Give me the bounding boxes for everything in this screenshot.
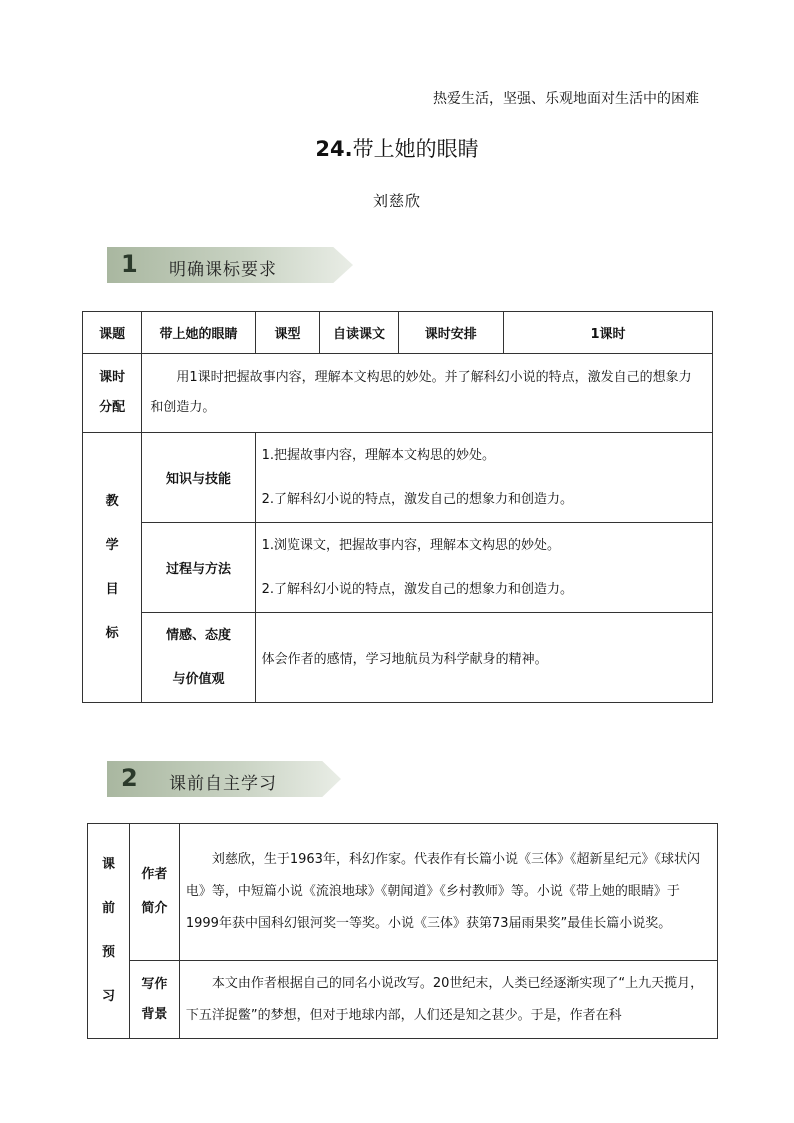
list-item: 1.浏览课文，把握故事内容，理解本文构思的妙处。 xyxy=(261,537,560,553)
table-row xyxy=(88,824,718,961)
author-intro-label xyxy=(129,824,179,961)
goal-attitude-label-line2: 与价值观 xyxy=(172,671,225,687)
background-label xyxy=(129,961,179,1039)
lesson-number: 24. xyxy=(315,137,353,161)
background-label-line2: 背景 xyxy=(141,1006,168,1022)
course-value: 带上她的眼睛 xyxy=(142,312,255,354)
preview-label-char: 习 xyxy=(101,989,115,1004)
goal-attitude-label xyxy=(142,613,255,703)
table-row xyxy=(83,354,713,433)
goals-label-char: 标 xyxy=(105,625,119,641)
author-intro-label-line2: 简介 xyxy=(141,901,168,916)
preview-table xyxy=(87,823,718,1039)
goals-label-char: 目 xyxy=(105,581,119,597)
author-name: 刘慈欣 xyxy=(372,192,421,210)
section1-heading: 明确课标要求 xyxy=(169,260,277,280)
hours-label-line1: 课时 xyxy=(99,370,126,385)
hours-label xyxy=(83,354,142,433)
table-row xyxy=(83,312,713,354)
goal-process-items xyxy=(255,523,712,613)
table-row xyxy=(88,961,718,1039)
course-label: 课题 xyxy=(83,312,142,354)
lesson-title-text: 带上她的眼睛 xyxy=(352,137,479,161)
list-item: 2.了解科幻小说的特点，激发自己的想象力和创造力。 xyxy=(261,581,573,597)
preview-label-char: 课 xyxy=(101,857,115,872)
goal-attitude-text: 体会作者的感情，学习地航员为科学献身的精神。 xyxy=(255,613,712,703)
hours-text: 用1课时把握故事内容，理解本文构思的妙处。并了解科幻小说的特点，激发自己的想象力和创造力。 xyxy=(142,354,713,433)
list-item: 1.把握故事内容，理解本文构思的妙处。 xyxy=(261,447,495,463)
preview-label-char: 预 xyxy=(101,945,115,960)
goals-label-char: 教 xyxy=(105,493,119,509)
author-intro-label-line1: 作者 xyxy=(141,867,168,882)
header-note: 热爱生活，坚强、乐观地面对生活中的困难 xyxy=(433,91,699,107)
schedule-label: 课时安排 xyxy=(398,312,504,354)
standards-table xyxy=(82,311,713,703)
table-row xyxy=(83,433,713,523)
table-row xyxy=(83,613,713,703)
section2-heading: 课前自主学习 xyxy=(169,774,277,794)
goal-knowledge-label: 知识与技能 xyxy=(142,433,255,523)
preview-label-char: 前 xyxy=(101,901,115,916)
list-item: 2.了解科幻小说的特点，激发自己的想象力和创造力。 xyxy=(261,491,573,507)
goals-label xyxy=(83,433,142,703)
schedule-value: 1课时 xyxy=(504,312,713,354)
preview-label xyxy=(88,824,130,1039)
type-value: 自读课文 xyxy=(320,312,398,354)
goals-label-char: 学 xyxy=(105,537,119,553)
goal-process-label: 过程与方法 xyxy=(142,523,255,613)
table-row xyxy=(83,523,713,613)
section2-banner xyxy=(107,761,341,797)
goal-knowledge-items xyxy=(255,433,712,523)
section1-number: 1 xyxy=(121,250,138,278)
hours-label-line2: 分配 xyxy=(99,400,126,415)
type-label: 课型 xyxy=(255,312,320,354)
goal-attitude-label-line1: 情感、态度 xyxy=(165,627,231,643)
section2-number: 2 xyxy=(121,764,138,792)
section1-banner xyxy=(107,247,353,283)
author-intro-text: 刘慈欣，生于1963年，科幻作家。代表作有长篇小说《三体》《超新星纪元》《球状闪电》等，中短篇小说《流浪地球》《朝闻道》《乡村教师》等。小说《带上她的眼睛》于1999年获中国科幻银河奖一等奖。小说《三体》获第73届雨果奖”最佳长篇小说奖。 xyxy=(179,824,717,961)
background-text: 本文由作者根据自己的同名小说改写。20世纪末，人类已经逐渐实现了“上九天揽月，下五洋捉鳖”的梦想，但对于地球内部，人们还是知之甚少。于是，作者在科 xyxy=(179,961,717,1039)
lesson-title xyxy=(0,133,794,163)
background-label-line1: 写作 xyxy=(141,976,168,992)
